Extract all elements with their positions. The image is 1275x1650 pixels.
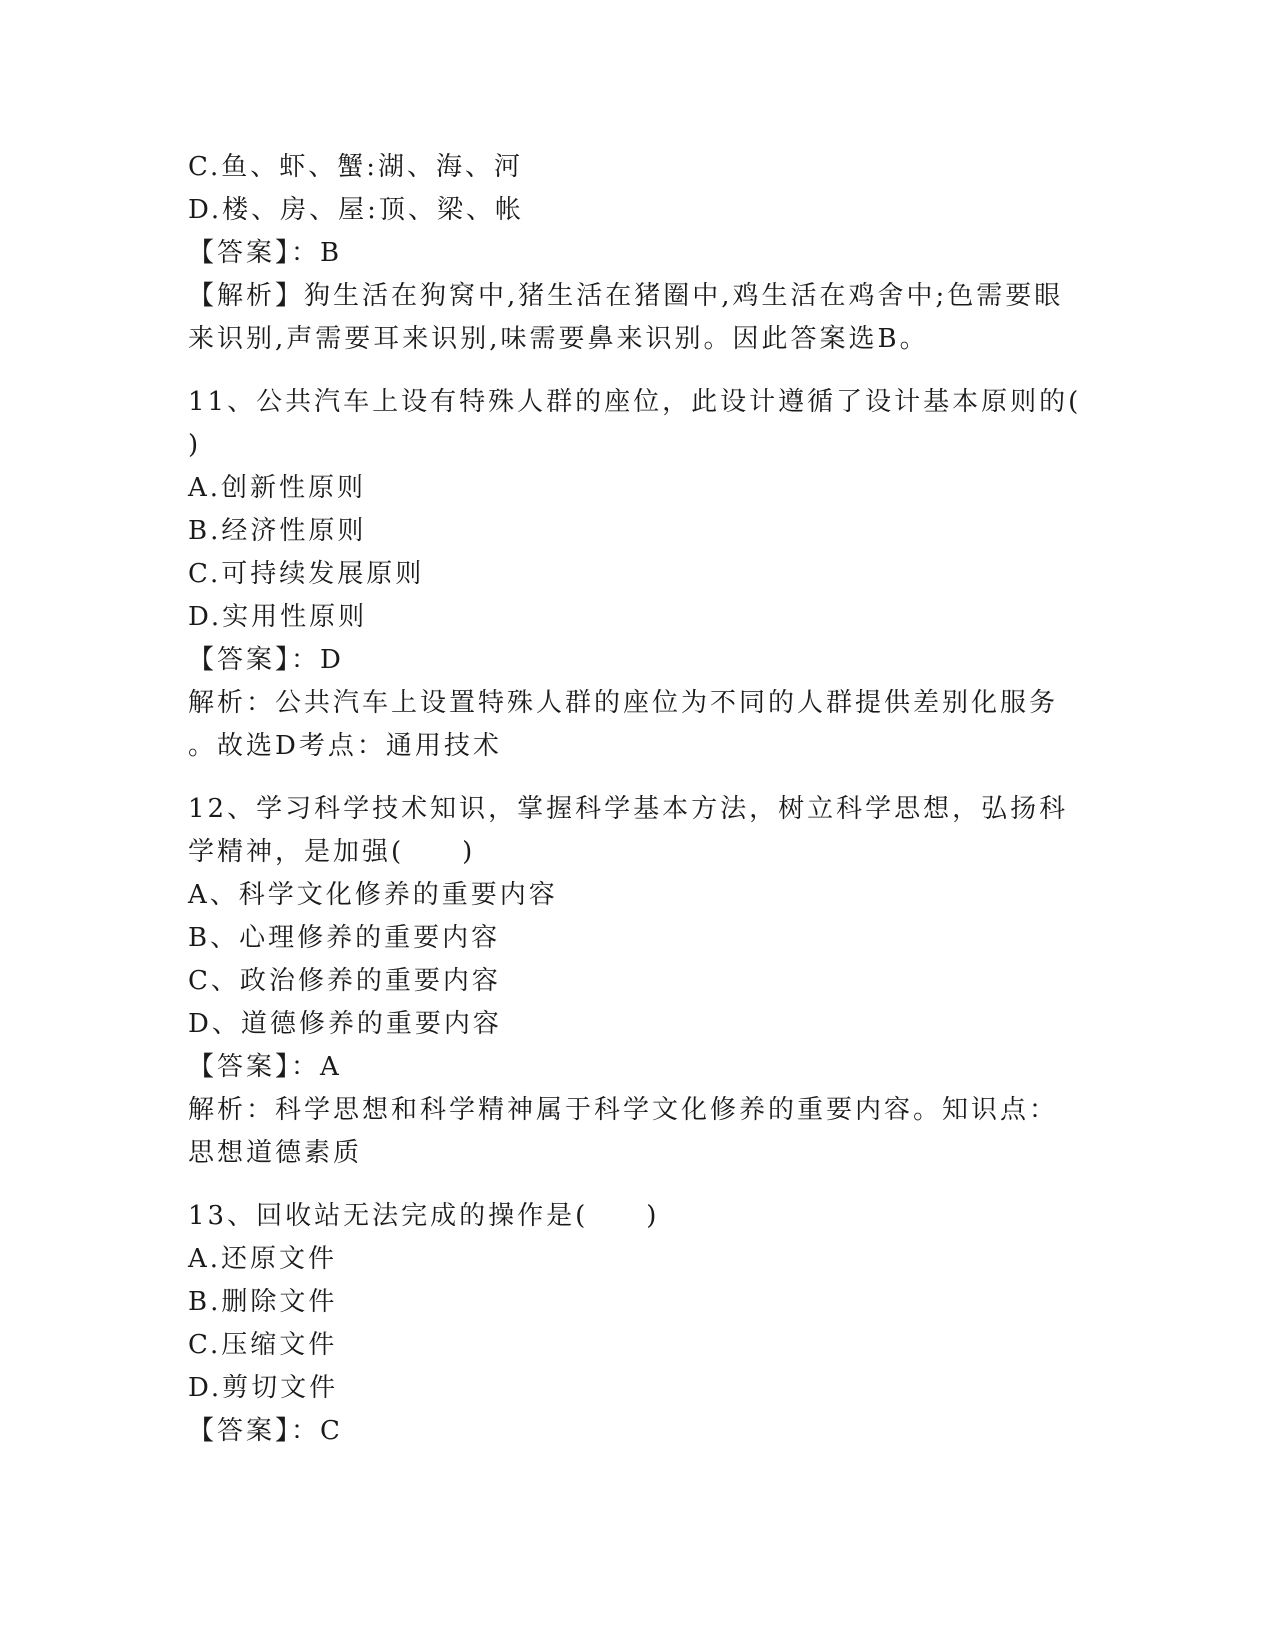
option-d: D.实用性原则: [188, 602, 368, 632]
analysis-line-1: 解析：公共汽车上设置特殊人群的座位为不同的人群提供差别化服务: [188, 688, 1059, 718]
question-10-tail: [188, 146, 1088, 361]
answer: 【答案】：B: [188, 238, 343, 268]
analysis-line-1: 解析：科学思想和科学精神属于科学文化修养的重要内容。知识点：: [188, 1095, 1059, 1125]
question-text-line-2: 学精神，是加强( ): [188, 837, 476, 867]
option-b: B、心理修养的重要内容: [188, 923, 501, 953]
option-c: C.可持续发展原则: [188, 559, 425, 589]
analysis-line-2: 来识别,声需要耳来识别,味需要鼻来识别。因此答案选B。: [188, 324, 929, 354]
question-12: [188, 788, 1088, 1175]
option-c: C、政治修养的重要内容: [188, 966, 501, 996]
answer: 【答案】：D: [188, 645, 344, 675]
question-13: [188, 1195, 1088, 1453]
analysis-line-2: 思想道德素质: [188, 1138, 363, 1168]
question-text-line-1: 11、公共汽车上设有特殊人群的座位，此设计遵循了设计基本原则的(: [188, 387, 1082, 417]
option-c: C.压缩文件: [188, 1330, 338, 1360]
option-b: B.删除文件: [188, 1287, 338, 1317]
option-c: C.鱼、虾、蟹:湖、海、河: [188, 152, 523, 182]
option-a: A.还原文件: [188, 1244, 338, 1274]
analysis-line-1: 【解析】狗生活在狗窝中,猪生活在猪圈中,鸡生活在鸡舍中;色需要眼: [188, 281, 1064, 311]
question-11: [188, 381, 1088, 768]
option-d: D、道德修养的重要内容: [188, 1009, 502, 1039]
question-text: 13、回收站无法完成的操作是( ): [188, 1201, 660, 1231]
option-a: A.创新性原则: [188, 473, 367, 503]
option-a: A、科学文化修养的重要内容: [188, 880, 558, 910]
answer: 【答案】：C: [188, 1416, 343, 1446]
answer: 【答案】：A: [188, 1052, 342, 1082]
option-d: D.剪切文件: [188, 1373, 339, 1403]
option-d: D.楼、房、屋:顶、梁、帐: [188, 195, 524, 225]
question-text-line-2: ): [188, 430, 202, 460]
analysis-line-2: 。故选D考点：通用技术: [188, 731, 502, 761]
question-text-line-1: 12、学习科学技术知识，掌握科学基本方法，树立科学思想，弘扬科: [188, 794, 1069, 824]
option-b: B.经济性原则: [188, 516, 367, 546]
document-page: [188, 146, 1088, 1453]
